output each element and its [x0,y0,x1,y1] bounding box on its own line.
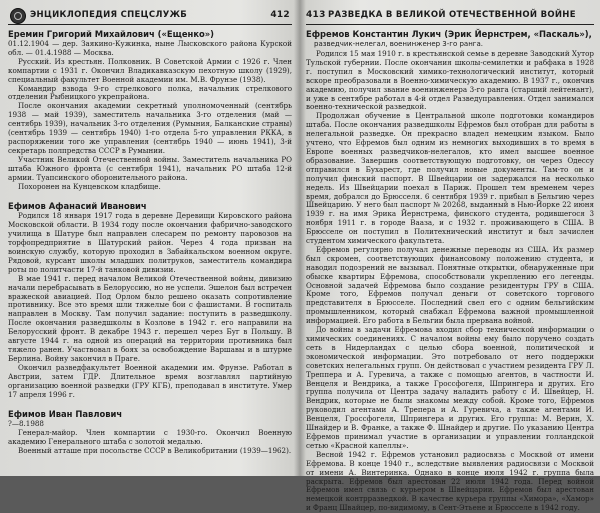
entry-heading: Еремин Григорий Михайлович («Ещенко») [8,29,214,39]
left-page [8,6,292,472]
entry-paragraph: ?—8.1988 [8,419,44,429]
emblem-icon [10,8,26,24]
entry-heading: Ефимов Иван Павлович [8,409,123,420]
entry-eremin [8,29,292,191]
entry-paragraph: Генерал-майор. Член компартии с 1930-го. Окончил Военную академию Генерального штаба с золотой медалью. [8,428,292,447]
entry-efimov-afanasiy [8,201,292,399]
entry-heading: Ефремов Константин Лукич (Эрик Йернстрем, «Паскаль»), [306,29,592,39]
header-title: ЭНЦИКЛОПЕДИЯ СПЕЦСЛУЖБ [30,10,188,20]
entry-paragraph: До войны в задачи Ефремова входил сбор технической информации о химических соединениях. С началом войны ему было поручено создать сеть в Нидерландах с целью сбора военной, политической и экономической информации. Это потребовало от него поддержки советских нелегальных групп. Он действовал с участием резидента ГРУ Л. Треппера и А. Гуревича, а также с помощью агентов, в частности И. Венцеля и Вендрика, а также Гроссфогеля, Шпрингера и других. Его группа получила от Центра задачу наладить работу с И. Швейцер, Н. Вендрик, которые не были знакомы между собой. Кроме того, Ефремов руководил агентами А. Трепера и А. Гуревича, а также агентами И. Венцеля, Гроссфогеля, Шпрингера и других. Его группа: М. Верин, Х. Шнайдер и В. Франке, а также Ф. Шнайдер и другие. По указанию Центра Ефремов принимал участие в организации и управлении голландской сетью «Красной капеллы». [306,325,594,450]
right-page [306,6,594,513]
entry-heading: Ефимов Афанасий Иванович [8,201,147,212]
entry-paragraph: Ефремов регулярно получал денежные переводы из США. Их размер был скромен, соответствующих финансовому положению студента, и наводил подозрений не вызывал. Понятные открытки, обнаруженные при обыске квартиры Ефремова, способствовали укреплению его легенды. Основной задачей Ефремова было создание резидентуры ГРУ в США. Кроме того, Ефремов получал деньги от советского торгового представителя в Брюсселе. Последний свел его с одним бельгийским промышленником, который снабжал Ефремова важной промышленной информацией. Его работа в Бельгии была прервана войной. [306,244,594,326]
entry-paragraph: Участник Великой Отечественной войны. Заместитель начальника РО штаба Южного фронта (с сентября 1941), начальник РО штаба 12-й армии. Туапсинского оборонительного района. [8,154,292,182]
entry-subtitle: разведчик-нелегал, военинженер 3-го ранга. [314,40,483,48]
entry-paragraph: Русский. Из крестьян. Полковник. В Советской Армии с 1926 г. Член компартии с 1931 г. Окончил Владикавказскую пехотную школу (1929), специальный факультет Военной академии им. М.В. Фрунзе (1938). [8,56,292,84]
entry-paragraph: В мае 1941 г. перед началом Великой Отечественной войны, дивизию начали перебрасывать в Белоруссию, но не успели. Эшелон был встречен вражеской авиацией. Под Орлом было решено оказать сопротивление противнику. Все это время шли тяжелые бои с фашистами. В госпиталь направлен в Москву. Там получил задание: поступить в разведшколу. После окончания разведшколы в Козлове в 1942 г. его направили на Белорусский фронт. В декабре 1943 г. перешел через Буг в Польшу. В августе 1944 г. на одной из операций на территории противника был тяжело ранен. Участвовал в боях за освобождение Варшавы и в штурме Берлина. Войну закончил в Праге. [8,273,292,363]
entry-paragraph: Продолжая обучение в Центральной школе подготовки командиров штаба. После окончания разведшколы Ефремов был отобран для работы в нелегальной разведке. Он прекрасно владел немецким языком. Было учтено, что Ефремов был одним из немногих выходивших в то время в Европе военных разведчиков-нелегалов, кто имел высшее военное образование. Завершив соответствующую подготовку, он через Одессу отправился в Бухарест, где получил новые документы. Там-то он и получил финский паспорт. В Швейцарии он задержался на несколько недель. Из Швейцарии поехал в Париж. Прошел тем временем через время, добрался до Брюсселя. 6 сентября 1939 г. прибыл в Бельгию через Швейцарию. У него был паспорт № 20268, выданный в Нью-Йорке 22 июня 1939 г. на имя Эрика Йернстрема, финского студента, родившегося 3 ноября 1911 г. в городе Вааза, и с 1932 г. проживающего в США. В Брюсселе он поступил в Политехнический институт и был зачислен студентом химического факультета. [306,111,594,246]
header-title: РАЗВЕДКА В ВЕЛИКОЙ ОТЕЧЕСТВЕННОЙ ВОЙНЕ [328,10,576,20]
entry-paragraph: Командир взвода 9-го стрелкового полка, начальник стрелкового отделения Рыбницкого укрепрайона. [8,83,292,102]
entry-paragraph: Военный атташе при посольстве СССР в Великобритании (1939—1962). [18,446,292,456]
entry-paragraph: 01.12.1904 — дер. Заякино-Кужинка, ныне Лысковского района Курской обл. — 01.4.1988 — Москва. [8,39,292,57]
entry-paragraph: Родился 18 января 1917 года в деревне Деревищи Кировского района Московской области. В 1934 году после окончания фабрично-заводского училища в Шатуре был направлен слесарем по ремонту паровозов на торфопредприятие в Шатурский район. Через 4 года призван на воинскую службу, которую проходил в Забайкальском военном округе. Рядовой, курсант школы младших политруков, заместитель командира роты по политчасти 17-й танковой дивизии. [8,211,292,274]
entry-efimov-ivan [8,409,292,456]
entry-paragraph: Похоронен на Кунцевском кладбище. [18,181,161,191]
page-number: 412 [270,10,290,20]
entry-paragraph: Родился 15 мая 1910 г. в крестьянской семье в деревне Заводский Хутор Тульской губернии. После окончания школы-семилетки и рабфака в 1928 г. поступил в Московский химико-технологический институт, который вскоре преобразовали в Военно-химическую академию. В 1937 г., окончив академию, получил звание военинженера 3-го ранга (старший лейтенант), и уже в сентябре работал в 4-й отдел Разведуправления. Отдел занимался военно-технической разведкой. [306,49,594,112]
page-number: 413 [306,10,326,20]
running-header-right [306,6,594,25]
entry-paragraph: Окончил разведфакультет Военной академии им. Фрунзе. Работал в Австрии, затем ГДР. Длительное время возглавлял партийную организацию военной разведки (ГРУ КГБ), преподавал в институте. Умер 17 апреля 1996 г. [8,362,292,399]
entry-paragraph: Весной 1942 г. Ефремов установил радиосвязь с Москвой от имени Ефремова. В конце 1940 г., вследствие выявления радиосвязи с Москвой от имени А. Винтеринка. Однако в конце июля 1942 г. группа была раскрыта. Ефремов был арестован 22 июля 1942 года. Перед войной Ефремов имел связь с курьером в Швейцарии. Ефремов был арестован немецкой контрразведкой. В качестве курьера группы «Химора», «Хамор» и Франц Швайцер, по-видимому, в Сент-Этьене и Брюсселе в 1942 году. [306,449,594,513]
running-header-left [8,6,292,25]
entry-efremov [306,29,594,513]
entry-paragraph: После окончания академии секретный уполномоченный (сентябрь 1938 — май 1939), заместитель начальника 3-го отделения (май — сентябрь 1939), начальник 3-го отделения (Румыния, Балканские страны) (сентябрь 1939 — сентябрь 1940) 1-го отдела 5-го управления РККА, в распоряжении того же управления (сентябрь 1940 — июнь 1941), 3-й секретарь полпредства СССР в Румынии. [8,101,292,155]
